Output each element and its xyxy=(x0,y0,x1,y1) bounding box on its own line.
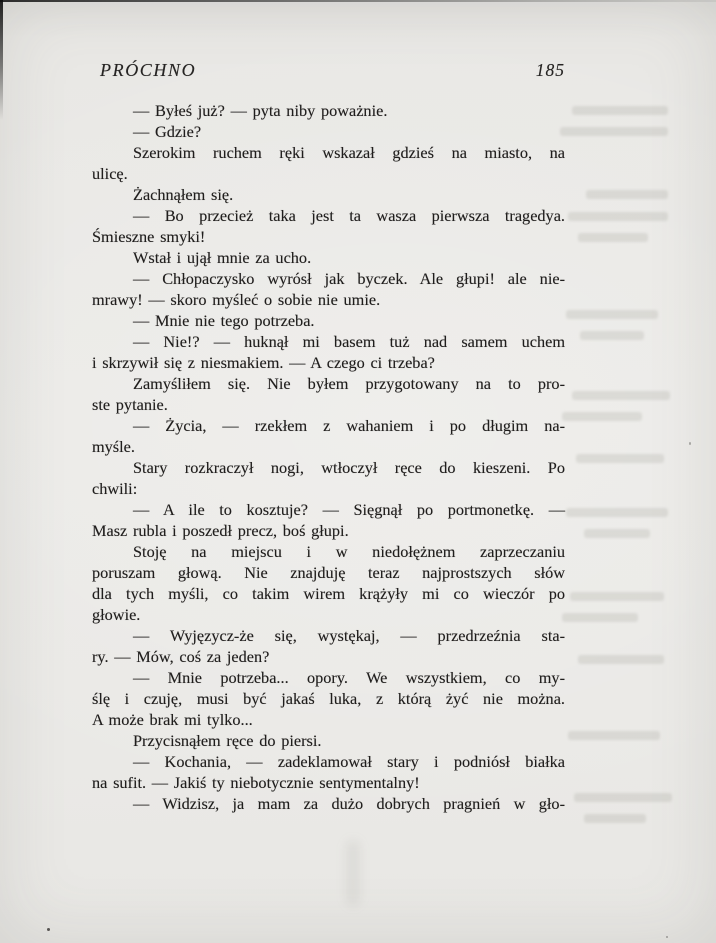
text-line: poruszam głową. Nie znajduję teraz najprostszych słów xyxy=(92,563,565,582)
text-line: ste pytanie. xyxy=(92,395,168,414)
text-line: Szerokim ruchem ręki wskazał gdzieś na miasto, na xyxy=(133,143,565,162)
scan-streak xyxy=(346,840,360,906)
scan-speck xyxy=(47,928,50,931)
show-through-mark xyxy=(574,793,672,802)
text-line: — Gdzie? xyxy=(133,122,202,141)
text-line: Żachnąłem się. xyxy=(133,185,234,204)
text-line: — Chłopaczysko wyrósł jak byczek. Ale głupi! ale nie- xyxy=(133,269,565,288)
text-line: Stary rozkraczył nogi, wtłoczył ręce do kieszeni. Po xyxy=(133,458,565,477)
show-through-mark xyxy=(578,233,648,242)
text-line: — Nie!? — huknął mi basem tuż nad samem uchem xyxy=(133,332,565,351)
text-line: — Życia, — rzekłem z wahaniem i po długim na- xyxy=(133,416,565,435)
text-line: — Mnie potrzeba... opory. We wszystkiem, co my- xyxy=(133,668,565,687)
book-title: PRÓCHNO xyxy=(100,60,197,80)
show-through-mark xyxy=(566,310,658,319)
text-line: chwili: xyxy=(92,479,138,498)
show-through-mark xyxy=(576,454,664,463)
text-line: ślę i czuję, musi być jakaś luka, z którą żyć nie można. xyxy=(92,689,565,708)
text-line: A może brak mi tylko... xyxy=(92,710,253,729)
text-line: głowie. xyxy=(92,605,141,624)
show-through-mark xyxy=(584,529,650,538)
text-line: Zamyśliłem się. Nie byłem przygotowany na to pro- xyxy=(133,374,565,393)
show-through-mark xyxy=(562,613,638,622)
text-line: myśle. xyxy=(92,437,135,456)
text-line: Stoję na miejscu i w niedołężnem zaprzeczaniu xyxy=(133,542,565,561)
text-line: — Bo przecież taka jest ta wasza pierwsza tragedya. xyxy=(133,206,565,225)
scan-speck xyxy=(689,442,691,445)
text-line: Wstał i ujął mnie za ucho. xyxy=(133,248,312,267)
text-line: na sufit. — Jakiś ty niebotycznie sentymentalny! xyxy=(92,773,420,792)
text-line: ry. — Mów, coś za jeden? xyxy=(92,647,270,666)
body-text-block xyxy=(92,100,565,814)
text-line: — A ile to kosztuje? — Sięgnął po portmonetkę. — xyxy=(133,500,565,519)
show-through-mark xyxy=(578,655,664,664)
text-line: — Byłeś już? — pyta niby poważnie. xyxy=(133,101,388,120)
scan-speck xyxy=(666,936,668,938)
scan-edge-top xyxy=(0,0,716,2)
text-line: — Widzisz, ja mam za dużo dobrych pragnień w gło- xyxy=(133,794,565,813)
running-header xyxy=(0,60,716,82)
show-through-mark xyxy=(572,391,670,400)
show-through-mark xyxy=(584,814,646,823)
text-line: ulicę. xyxy=(92,164,128,183)
text-line: Śmieszne smyki! xyxy=(92,227,206,246)
show-through-mark xyxy=(580,331,644,340)
text-line: — Kochania, — zadeklamował stary i podniósł białka xyxy=(133,752,565,771)
text-line: Masz rubla i poszedł precz, boś głupi. xyxy=(92,521,349,540)
show-through-mark xyxy=(568,731,660,740)
show-through-mark xyxy=(568,212,668,221)
show-through-mark xyxy=(560,127,668,136)
text-line: — Mnie nie tego potrzeba. xyxy=(133,311,315,330)
show-through-mark xyxy=(570,592,664,601)
text-line: mrawy! — skoro myśleć o sobie nie umie. xyxy=(92,290,381,309)
show-through-mark xyxy=(566,508,668,517)
show-through-mark xyxy=(572,106,668,115)
text-line: i skrzywił się z niesmakiem. — A czego ci trzeba? xyxy=(92,353,435,372)
page-number: 185 xyxy=(535,60,565,80)
show-through-mark xyxy=(586,190,668,199)
text-line: — Wyjęzycz-że się, wystękaj, — przedrzeźnia sta- xyxy=(133,626,565,645)
show-through-mark xyxy=(562,412,642,421)
text-line: dla tych myśli, co takim wirem krążyły mi co wieczór po xyxy=(92,584,565,603)
text-line: Przycisnąłem ręce do piersi. xyxy=(133,731,322,750)
